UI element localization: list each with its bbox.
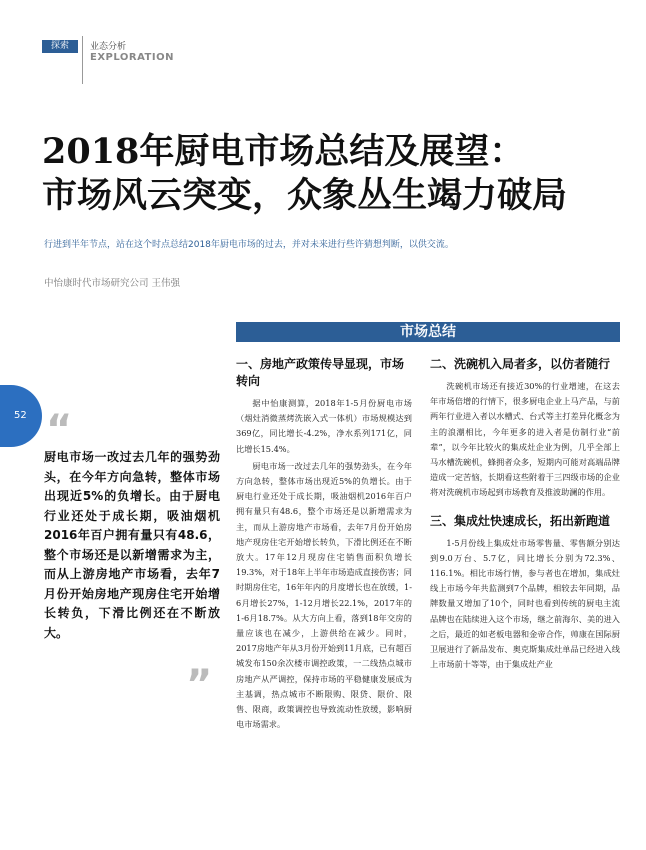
header-divider	[82, 36, 83, 84]
page-number-tab	[0, 385, 42, 447]
page-header	[0, 0, 646, 90]
column-right	[430, 356, 620, 674]
body-paragraph: 据中怡康测算，2018年1-5月份厨电市场（烟灶消微蒸烤洗嵌入式一体机）市场规模达到369亿，同比增长-4.2%，净水系列171亿，同比增长15.4%。	[236, 398, 412, 454]
pull-quote: 厨电市场一改过去几年的强势劲头，在今年方向急转，整体市场出现近5%的负增长。由于厨电行业还处于成长期，吸油烟机2016年百户拥有量只有48.6，整个市场还是以新增需求为主，而从上游房地产市场看，去年7月份开始房地产现房住宅开始增长转负，下滑比例还在不断放大。	[44, 450, 220, 640]
section-heading: 二、洗碗机入局者多，以仿者随行	[430, 357, 611, 371]
section-banner: 市场总结	[236, 322, 620, 342]
section-name-en: EXPLORATION	[90, 52, 174, 63]
column-left	[236, 356, 412, 734]
open-quote-icon: “	[46, 407, 73, 453]
body-paragraph: 洗碗机市场还有接近30%的行业增速，在这去年市场倍增的行情下，很多厨电企业上马产品，与前两年行业进入者以水槽式、台式等主打差异化概念为主的浪潮相比，今年更多的进入者是仿制行业“前辈”，以今年比较火的集成灶企业为例，几乎全部上马水槽洗碗机，蜂拥者众多，短期内可能对高端品牌造成一定苦恼，长期看这些附着于三四级市场的企业将对洗碗机市场起到市场教育及推波助澜的作用。	[430, 381, 620, 498]
close-quote-icon: ”	[186, 662, 213, 708]
article-lead: 行进到半年节点，站在这个时点总结2018年厨电市场的过去，并对未来进行些许猜想判断，以供交流。	[44, 240, 454, 250]
section-heading: 三、集成灶快速成长，拓出新跑道	[430, 513, 611, 528]
article-title-line2: 市场风云突变，众象丛生竭力破局	[42, 175, 568, 216]
article-title-line1: 2018年厨电市场总结及展望：	[42, 131, 525, 172]
article-author: 中怡康时代市场研究公司 王伟强	[44, 278, 181, 289]
section-name: 业态分析	[90, 42, 127, 52]
section-tag: 探索	[42, 40, 78, 53]
page-number: 52	[14, 410, 27, 421]
body-paragraph: 厨电市场一改过去几年的强势劲头，在今年方向急转，整体市场出现近5%的负增长。由于厨电行业还处于成长期，吸油烟机2016年百户拥有量只有48.6，整个市场还是以新增需求为主，而从上游房地产市场看，去年7月份开始房地产现房住宅开始增长转负，下滑比例还在不断放大。17年12月现房住宅销售面积负增长19.3%，对于18年上半年市场造成直接伤害；同时期房住宅，16年年内的月度增长也在放缓，1-6月增长27%，1-12月增长22.1%，2017年的1-6月18.7%。从大方向上看，落到18年交房的量应该也在减少，上游供给在减少。同时，2017房地产年从3月份开始到11月底，已有超百城发布150余次楼市调控政策，一二线热点城市房地产从严调控，保持市场的平稳健康发展成为主基调，热点城市不断限购、限贷、限价、限售、限商，政策调控也导致流动性放缓，影响厨电市场需求。	[236, 460, 412, 730]
body-paragraph: 1-5月份线上集成灶市场零售量、零售额分别达到9.0万台、5.7亿，同比增长分别为72.3%、116.1%。相比市场行情，参与者也在增加，集成灶线上市场今年共监测到7个品牌，相较去年同期，品牌数量又增加了10个，同时也看到传统的厨电主流品牌也在陆续进入这个市场，继之前海尔、美的进入之后，最近的如老板电器和金帝合作，帅康在国际厨卫展进行了新品发布、奥克斯集成灶单品已经进入线上市场前十等等，由于集成灶产业	[430, 537, 620, 670]
section-heading: 一、房地产政策传导显现，市场转向	[236, 357, 405, 388]
article-title	[42, 130, 632, 218]
